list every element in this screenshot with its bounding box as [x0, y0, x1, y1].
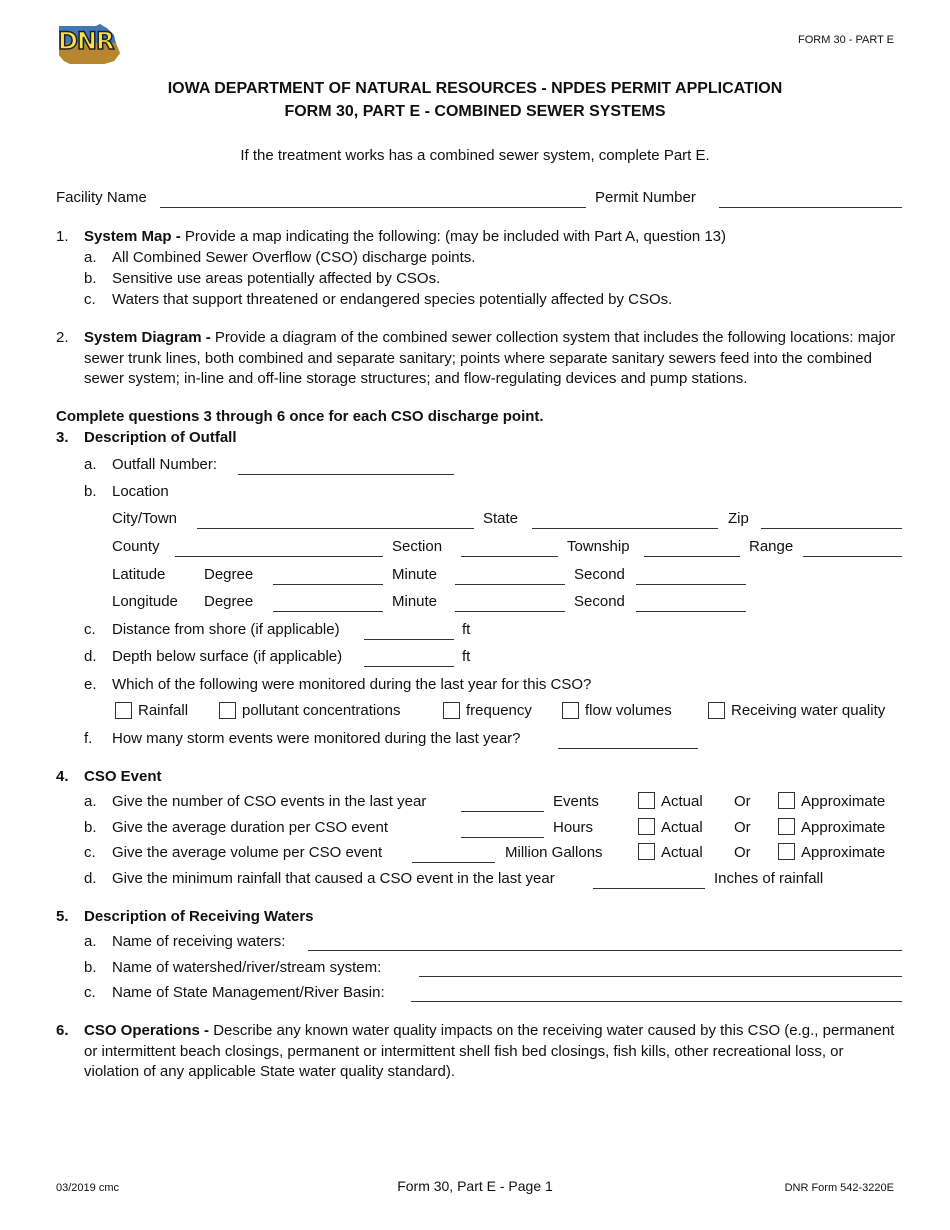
township-field[interactable]: [644, 556, 740, 557]
min-rainfall-field[interactable]: [593, 888, 705, 889]
latitude-minute-field[interactable]: [455, 584, 565, 585]
receiving-waters-field[interactable]: [308, 950, 902, 951]
latitude-label: Latitude: [112, 566, 166, 583]
events-or-label: Or: [734, 793, 751, 810]
state-label: State: [483, 510, 519, 527]
receiving-water-quality-label: Receiving water quality: [731, 702, 886, 719]
q1-item-text: Sensitive use areas potentially affected by CSOs.: [112, 270, 441, 287]
events-actual-label: Actual: [661, 793, 703, 810]
min-rainfall-label: Give the minimum rainfall that caused a CSO event in the last year: [112, 870, 555, 887]
facility-name-field[interactable]: [160, 207, 586, 208]
frequency-checkbox[interactable]: [443, 702, 460, 719]
q3-title: Description of Outfall: [84, 429, 237, 446]
q4c-letter: c.: [84, 844, 96, 861]
q1-heading: System Map -: [84, 228, 181, 245]
depth-unit: ft: [462, 648, 471, 665]
township-label: Township: [567, 538, 630, 555]
outfall-number-field[interactable]: [238, 474, 454, 475]
pollutant-concentrations-label: pollutant concentrations: [242, 702, 401, 719]
cso-events-unit: Events: [553, 793, 599, 810]
duration-unit: Hours: [553, 819, 594, 836]
longitude-degree-label: Degree: [204, 593, 254, 610]
q2-number: 2.: [56, 329, 69, 346]
county-label: County: [112, 538, 160, 555]
section-label: Section: [392, 538, 443, 555]
county-field[interactable]: [175, 556, 383, 557]
q5-title: Description of Receiving Waters: [84, 908, 314, 925]
watershed-label: Name of watershed/river/stream system:: [112, 959, 382, 976]
q6-body: Describe any known water quality impacts on the receiving water caused by this CSO (e.g., permanent or intermittent beach closings, permanent or intermittent shell fish bed closings, fish kills, other recreational loss, or violation of any applicable State water quality standard).: [84, 1022, 895, 1080]
form-tag: FORM 30 - PART E: [798, 34, 894, 46]
q6-text: [84, 1021, 899, 1083]
q1-item-letter: c.: [84, 291, 96, 308]
longitude-label: Longitude: [112, 593, 178, 610]
q3-number: 3.: [56, 429, 69, 446]
distance-unit: ft: [462, 621, 471, 638]
duration-field[interactable]: [461, 837, 544, 838]
q2-body: Provide a diagram of the combined sewer collection system that includes the following locations: major sewer trunk lines, both combined and separate sanitary; points where separate sanitary sewers feed into the combined sewer system; in-line and off-line storage structures; and flow-regulating devices and pump stations.: [84, 329, 896, 387]
duration-approximate-checkbox[interactable]: [778, 818, 795, 835]
range-label: Range: [749, 538, 794, 555]
page-title-line2: FORM 30, PART E - COMBINED SEWER SYSTEMS: [284, 103, 666, 120]
flow-volumes-checkbox[interactable]: [562, 702, 579, 719]
latitude-minute-label: Minute: [392, 566, 438, 583]
volume-actual-label: Actual: [661, 844, 703, 861]
watershed-field[interactable]: [419, 976, 902, 977]
rainfall-checkbox[interactable]: [115, 702, 132, 719]
range-field[interactable]: [803, 556, 902, 557]
zip-field[interactable]: [761, 528, 902, 529]
volume-or-label: Or: [734, 844, 751, 861]
cso-events-field[interactable]: [461, 811, 544, 812]
city-field[interactable]: [197, 528, 474, 529]
q1-text: [84, 227, 726, 247]
volume-field[interactable]: [412, 862, 495, 863]
q4-title: CSO Event: [84, 768, 162, 785]
q1-item-text: Waters that support threatened or endangered species potentially affected by CSOs.: [112, 291, 673, 308]
q5c-letter: c.: [84, 984, 96, 1001]
longitude-second-field[interactable]: [636, 611, 746, 612]
volume-label: Give the average volume per CSO event: [112, 844, 383, 861]
cso-events-label: Give the number of CSO events in the last year: [112, 793, 427, 810]
q1-body: Provide a map indicating the following: (may be included with Part A, question 13): [180, 228, 727, 245]
q3d-letter: d.: [84, 648, 97, 665]
zip-label: Zip: [728, 510, 749, 527]
section-field[interactable]: [461, 556, 558, 557]
q4d-letter: d.: [84, 870, 97, 887]
duration-actual-label: Actual: [661, 819, 703, 836]
latitude-degree-label: Degree: [204, 566, 254, 583]
intro-text: If the treatment works has a combined sewer system, complete Part E.: [240, 147, 710, 164]
events-approximate-checkbox[interactable]: [778, 792, 795, 809]
logo-text: DNR: [58, 27, 114, 55]
outfall-number-label: Outfall Number:: [112, 456, 218, 473]
depth-below-surface-field[interactable]: [364, 666, 454, 667]
duration-or-label: Or: [734, 819, 751, 836]
q1-item-text: All Combined Sewer Overflow (CSO) discharge points.: [112, 249, 476, 266]
dnr-logo: [56, 23, 122, 65]
distance-from-shore-field[interactable]: [364, 639, 454, 640]
q3a-letter: a.: [84, 456, 97, 473]
q1-number: 1.: [56, 228, 69, 245]
q6-number: 6.: [56, 1022, 69, 1039]
footer-page-label: Form 30, Part E - Page 1: [397, 1178, 553, 1194]
q5-number: 5.: [56, 908, 69, 925]
monitored-question: Which of the following were monitored during the last year for this CSO?: [112, 676, 592, 693]
q2-heading: System Diagram -: [84, 329, 211, 346]
storm-events-label: How many storm events were monitored during the last year?: [112, 730, 521, 747]
q1-item-letter: a.: [84, 249, 97, 266]
duration-actual-checkbox[interactable]: [638, 818, 655, 835]
q4a-letter: a.: [84, 793, 97, 810]
river-basin-label: Name of State Management/River Basin:: [112, 984, 385, 1001]
q4b-letter: b.: [84, 819, 97, 836]
volume-approximate-checkbox[interactable]: [778, 843, 795, 860]
duration-label: Give the average duration per CSO event: [112, 819, 388, 836]
duration-approximate-label: Approximate: [801, 819, 886, 836]
q1-item-letter: b.: [84, 270, 97, 287]
longitude-second-label: Second: [574, 593, 625, 610]
volume-approximate-label: Approximate: [801, 844, 886, 861]
events-actual-checkbox[interactable]: [638, 792, 655, 809]
events-approximate-label: Approximate: [801, 793, 886, 810]
receiving-water-quality-checkbox[interactable]: [708, 702, 725, 719]
volume-unit: Million Gallons: [505, 844, 603, 861]
state-field[interactable]: [532, 528, 718, 529]
q3e-letter: e.: [84, 676, 97, 693]
volume-actual-checkbox[interactable]: [638, 843, 655, 860]
city-label: City/Town: [112, 510, 178, 527]
river-basin-field[interactable]: [411, 1001, 902, 1002]
q4-number: 4.: [56, 768, 69, 785]
receiving-waters-label: Name of receiving waters:: [112, 933, 286, 950]
q3f-letter: f.: [84, 730, 93, 747]
footer-revision: 03/2019 cmc: [56, 1182, 119, 1194]
q6-heading: CSO Operations -: [84, 1022, 210, 1039]
pollutant-concentrations-checkbox[interactable]: [219, 702, 236, 719]
q5a-letter: a.: [84, 933, 97, 950]
q5b-letter: b.: [84, 959, 97, 976]
longitude-minute-field[interactable]: [455, 611, 565, 612]
permit-number-label: Permit Number: [595, 189, 696, 206]
q3b-letter: b.: [84, 483, 97, 500]
latitude-second-field[interactable]: [636, 584, 746, 585]
location-label: Location: [112, 483, 169, 500]
footer-form-number: DNR Form 542-3220E: [784, 1182, 894, 1194]
frequency-label: frequency: [466, 702, 532, 719]
latitude-degree-field[interactable]: [273, 584, 383, 585]
rainfall-label: Rainfall: [138, 702, 189, 719]
facility-name-label: Facility Name: [56, 189, 147, 206]
storm-events-field[interactable]: [558, 748, 698, 749]
longitude-minute-label: Minute: [392, 593, 438, 610]
flow-volumes-label: flow volumes: [585, 702, 672, 719]
longitude-degree-field[interactable]: [273, 611, 383, 612]
instruction-note: Complete questions 3 through 6 once for each CSO discharge point.: [56, 408, 544, 425]
q3c-letter: c.: [84, 621, 96, 638]
min-rainfall-unit: Inches of rainfall: [714, 870, 824, 887]
distance-from-shore-label: Distance from shore (if applicable): [112, 621, 340, 638]
page-title-line1: IOWA DEPARTMENT OF NATURAL RESOURCES - NPDES PERMIT APPLICATION: [167, 80, 783, 97]
q2-text: [84, 328, 899, 390]
latitude-second-label: Second: [574, 566, 625, 583]
depth-below-surface-label: Depth below surface (if applicable): [112, 648, 343, 665]
permit-number-field[interactable]: [719, 207, 902, 208]
